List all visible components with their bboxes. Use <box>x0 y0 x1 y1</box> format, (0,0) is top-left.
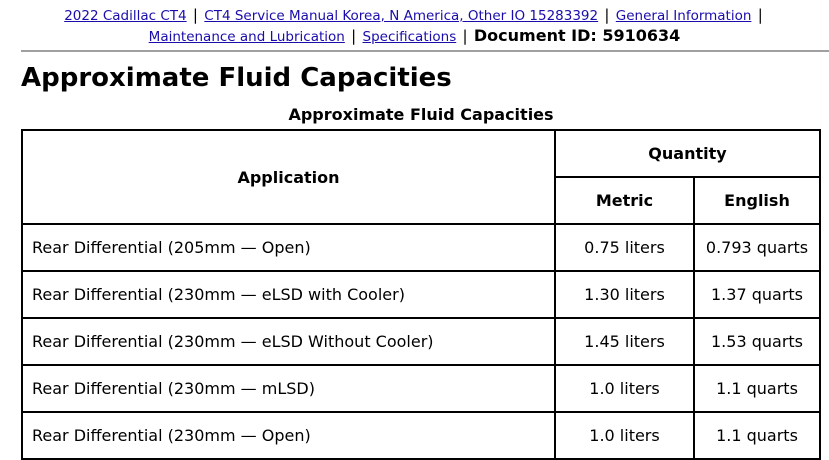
breadcrumb-link-manual[interactable]: CT4 Service Manual Korea, N America, Other IO 15283392 <box>204 8 599 24</box>
fluid-capacities-table <box>21 129 821 460</box>
cell-metric: 1.0 liters <box>555 365 694 412</box>
header-metric: Metric <box>555 177 694 224</box>
table-row <box>22 365 820 412</box>
breadcrumb <box>0 6 829 47</box>
breadcrumb-line-1 <box>0 6 829 26</box>
breadcrumb-separator: | <box>757 6 763 24</box>
table-caption: Approximate Fluid Capacities <box>288 105 554 124</box>
table-row <box>22 271 820 318</box>
breadcrumb-link-maintenance[interactable]: Maintenance and Lubrication <box>148 29 345 45</box>
cell-english: 1.1 quarts <box>694 412 820 459</box>
cell-application: Rear Differential (230mm — mLSD) <box>22 365 555 412</box>
breadcrumb-separator: | <box>462 27 468 45</box>
breadcrumb-separator: | <box>351 27 357 45</box>
header-application: Application <box>22 130 555 224</box>
cell-metric: 1.45 liters <box>555 318 694 365</box>
breadcrumb-link-vehicle[interactable]: 2022 Cadillac CT4 <box>64 8 187 24</box>
header-quantity: Quantity <box>555 130 820 177</box>
table-row <box>22 318 820 365</box>
cell-english: 1.53 quarts <box>694 318 820 365</box>
cell-application: Rear Differential (205mm — Open) <box>22 224 555 271</box>
cell-english: 0.793 quarts <box>694 224 820 271</box>
cell-metric: 1.30 liters <box>555 271 694 318</box>
table-row <box>22 224 820 271</box>
cell-english: 1.37 quarts <box>694 271 820 318</box>
breadcrumb-separator: | <box>192 6 198 24</box>
breadcrumb-separator: | <box>604 6 610 24</box>
table-row <box>22 412 820 459</box>
cell-application: Rear Differential (230mm — eLSD with Cooler) <box>22 271 555 318</box>
breadcrumb-line-2 <box>0 26 829 47</box>
cell-english: 1.1 quarts <box>694 365 820 412</box>
header-divider <box>21 50 829 52</box>
table-header-row <box>22 130 820 177</box>
cell-metric: 1.0 liters <box>555 412 694 459</box>
breadcrumb-link-specifications[interactable]: Specifications <box>362 29 457 45</box>
breadcrumb-link-general-information[interactable]: General Information <box>615 8 752 24</box>
header-english: English <box>694 177 820 224</box>
cell-metric: 0.75 liters <box>555 224 694 271</box>
document-id: Document ID: 5910634 <box>473 26 681 45</box>
cell-application: Rear Differential (230mm — Open) <box>22 412 555 459</box>
page-title: Approximate Fluid Capacities <box>21 63 452 93</box>
cell-application: Rear Differential (230mm — eLSD Without Cooler) <box>22 318 555 365</box>
